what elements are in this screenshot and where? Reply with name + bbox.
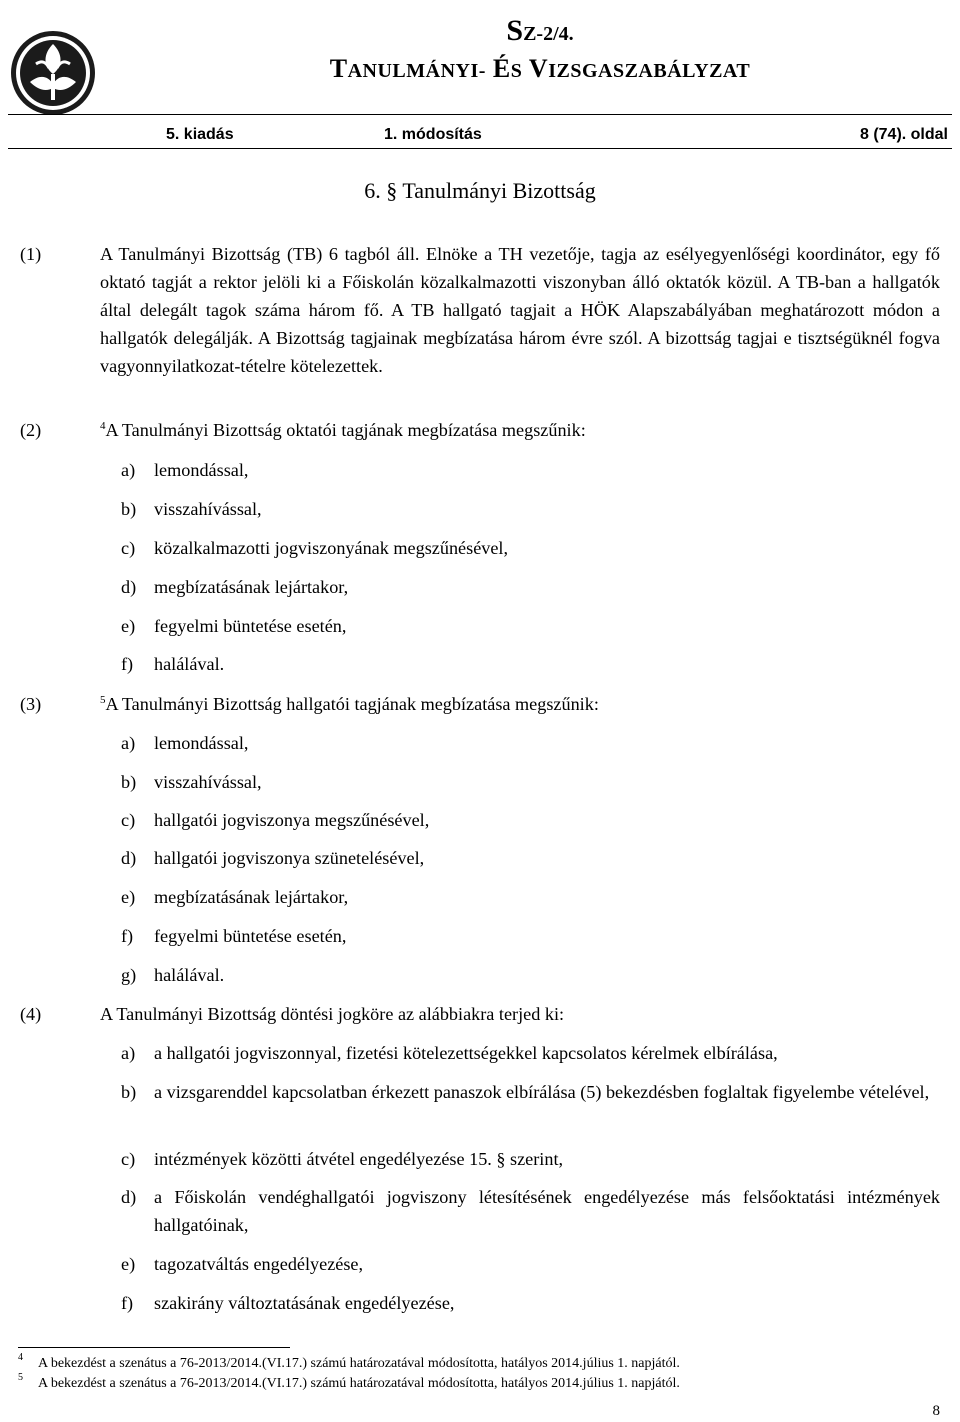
list-item-label: a) <box>121 733 136 753</box>
list-item <box>121 534 940 562</box>
list-item-label: e) <box>121 887 136 907</box>
list-item-text: visszahívással, <box>154 499 262 519</box>
footnote-ref: 4 <box>100 419 106 432</box>
list-item <box>121 806 940 834</box>
footnote-divider <box>18 1347 290 1348</box>
list-item <box>121 844 940 872</box>
list-item <box>121 1250 940 1278</box>
paragraph-number: (1) <box>20 244 42 264</box>
paragraph-text: A Tanulmányi Bizottság (TB) 6 tagból áll. Elnöke a TH vezetője, tagja az esélyegyenlőségi koordinátor, egy fő oktató tagját a rektor jelöli ki a Főiskolán közalkalmazotti viszonyban álló oktatók közül. A TB-ban a hallgatók által delegált tagok száma három fő. A TB hallgató tagjait a HÖK Alapszabályában meghatározott módon a hallgatók delegálják. A Bizottság tagjainak megbízatása három évre szól. A bizottság tagjai e tisztségüknél fogva vagyonnyilatkozat-tételre kötelezettek. <box>100 244 940 376</box>
list-item-text: lemondással, <box>154 733 249 753</box>
list-item <box>121 456 940 484</box>
footnote-text: A bekezdést a szenátus a 76-2013/2014.(VI.17.) számú határozatával módosította, hatályos 2014.július 1. napjától. <box>38 1376 680 1391</box>
paragraph-text: A Tanulmányi Bizottság hallgatói tagjának megbízatása megszűnik: <box>105 694 599 714</box>
paragraph-3 <box>20 690 940 718</box>
list-item <box>121 729 940 757</box>
paragraph-number: (3) <box>20 694 42 714</box>
paragraph-text: A Tanulmányi Bizottság oktatói tagjának megbízatása megszűnik: <box>105 420 586 440</box>
list-item-label: f) <box>121 654 134 674</box>
footnote-ref: 5 <box>100 693 106 706</box>
list-item-label: d) <box>121 577 137 597</box>
edition-label: 5. kiadás <box>166 126 234 143</box>
list-item-label: e) <box>121 616 136 636</box>
list-item-label: f) <box>121 1293 134 1313</box>
list-item-label: b) <box>121 499 137 519</box>
list-item <box>121 612 940 640</box>
list-item <box>121 922 940 950</box>
document-code: SZ-2/4. <box>506 14 574 47</box>
paragraph-4 <box>20 1000 940 1028</box>
list-item <box>121 883 940 911</box>
list-item-text: hallgatói jogviszonya szünetelésével, <box>154 848 425 868</box>
list-item <box>121 1289 940 1317</box>
list-item-text: halálával. <box>154 654 225 674</box>
paragraph-number: (4) <box>20 1004 42 1024</box>
list-item-label: g) <box>121 965 137 985</box>
list-item-text: a vizsgarenddel kapcsolatban érkezett panaszok elbírálása (5) bekezdésben foglaltak figyelembe vételével, <box>154 1082 930 1102</box>
list-item-label: f) <box>121 926 134 946</box>
header-divider-bottom <box>8 148 952 149</box>
paragraph-1 <box>20 240 940 380</box>
paragraph-2 <box>20 416 940 444</box>
footnote <box>18 1352 680 1372</box>
list-item <box>121 650 940 678</box>
list-item <box>121 1183 940 1239</box>
list-item-label: d) <box>121 848 137 868</box>
page-number: 8 <box>932 1403 940 1419</box>
list-item-label: c) <box>121 1149 136 1169</box>
list-item-text: a Főiskolán vendéghallgatói jogviszony létesítésének engedélyezése más felsőoktatási intézmények hallgatóinak, <box>154 1187 940 1235</box>
list-item-text: fegyelmi büntetése esetén, <box>154 926 347 946</box>
list-item-label: a) <box>121 1043 136 1063</box>
list-item <box>121 1145 940 1173</box>
list-item <box>121 768 940 796</box>
header-divider-top <box>8 114 952 115</box>
list-item-label: b) <box>121 1082 137 1102</box>
footnote <box>18 1372 680 1392</box>
list-item-label: e) <box>121 1254 136 1274</box>
list-item-text: fegyelmi büntetése esetén, <box>154 616 347 636</box>
list-item-label: b) <box>121 772 137 792</box>
list-item-text: hallgatói jogviszonya megszűnésével, <box>154 810 430 830</box>
list-item-label: c) <box>121 810 136 830</box>
institution-emblem-icon <box>10 30 96 116</box>
list-item-text: szakirány változtatásának engedélyezése, <box>154 1293 455 1313</box>
document-title: TANULMÁNYI- ÉS VIZSGASZABÁLYZAT <box>329 54 751 83</box>
page-reference: 8 (74). oldal <box>859 126 948 143</box>
list-item-text: visszahívással, <box>154 772 262 792</box>
list-item-text: megbízatásának lejártakor, <box>154 577 349 597</box>
list-item-text: halálával. <box>154 965 225 985</box>
list-item-text: intézmények közötti átvétel engedélyezése 15. § szerint, <box>154 1149 564 1169</box>
list-item-label: c) <box>121 538 136 558</box>
list-item-text: tagozatváltás engedélyezése, <box>154 1254 364 1274</box>
list-item-label: d) <box>121 1187 137 1207</box>
list-item-text: a hallgatói jogviszonnyal, fizetési kötelezettségekkel kapcsolatos kérelmek elbírálása, <box>154 1043 778 1063</box>
list-item <box>121 573 940 601</box>
list-item-text: közalkalmazotti jogviszonyának megszűnésével, <box>154 538 509 558</box>
list-item-text: lemondással, <box>154 460 249 480</box>
list-item <box>121 1039 940 1067</box>
list-item <box>121 961 940 989</box>
revision-label: 1. módosítás <box>384 126 482 143</box>
footnote-number: 5 <box>18 1372 23 1383</box>
list-item <box>121 495 940 523</box>
paragraph-number: (2) <box>20 420 42 440</box>
list-item-text: megbízatásának lejártakor, <box>154 887 349 907</box>
section-title: 6. § Tanulmányi Bizottság <box>364 178 596 203</box>
paragraph-text: A Tanulmányi Bizottság döntési jogköre az alábbiakra terjed ki: <box>100 1004 565 1024</box>
footnote-text: A bekezdést a szenátus a 76-2013/2014.(VI.17.) számú határozatával módosította, hatályos 2014.július 1. napjától. <box>38 1356 680 1371</box>
footnote-number: 4 <box>18 1352 23 1363</box>
list-item-label: a) <box>121 460 136 480</box>
list-item <box>121 1078 940 1106</box>
